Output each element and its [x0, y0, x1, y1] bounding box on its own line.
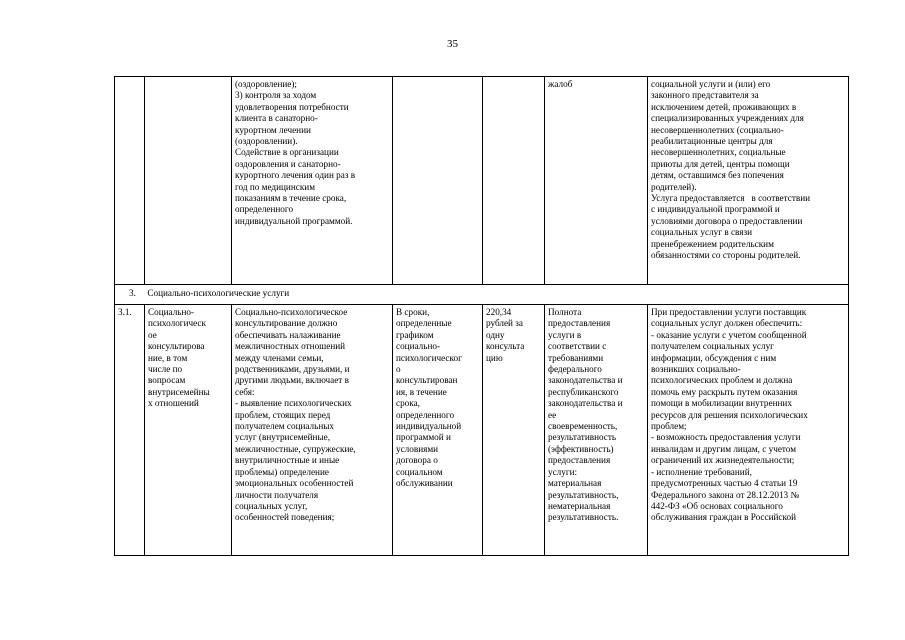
text-line: нематериальная: [548, 500, 611, 511]
text-line: рублей за: [486, 318, 523, 329]
text-line: получателем социальных: [235, 421, 335, 432]
text-line: числе по: [148, 364, 183, 375]
text-line: - оказание услуги с учетом сообщенной: [651, 329, 807, 340]
text-line: обслуживания граждан в Российской: [651, 512, 796, 523]
text-line: приюты для детей, центры помощи: [651, 158, 790, 169]
text-line: услуг (внутрисемейные,: [235, 432, 331, 443]
cell-service-name: [145, 77, 232, 285]
text-line: консульта: [486, 341, 525, 352]
text-line: результативность: [548, 432, 617, 443]
text-line: В сроки,: [396, 307, 430, 317]
section-header-row: [115, 285, 849, 305]
text-line: курортного лечения один раз в: [235, 170, 356, 181]
text-line: возникших социально-: [651, 364, 741, 375]
cell-service-description: [232, 305, 393, 556]
text-line: ресурсов для решения психологических: [651, 409, 808, 420]
text-line: (эффективность): [548, 443, 614, 454]
text-line: проблем;: [651, 421, 687, 432]
cell-price: [483, 77, 545, 285]
text-line: социальных услуг должен обеспечить:: [651, 318, 803, 329]
text-line: Социально-: [148, 307, 195, 317]
text-line: социальном: [396, 466, 443, 477]
text-line: обеспечивать налаживание: [235, 329, 341, 340]
services-table: [114, 76, 849, 556]
cell-quality: [545, 305, 648, 556]
text-line: несовершеннолетних (социально-: [651, 124, 784, 135]
text-line: (оздоровлении).: [235, 136, 298, 147]
text-line: услуги в: [548, 329, 582, 340]
text-line: проблем, стоящих перед: [235, 409, 331, 420]
text-line: материальная: [548, 478, 602, 489]
text-line: клиента в санаторно-: [235, 113, 318, 124]
text-line: индивидуальной программой.: [235, 215, 353, 226]
text-line: законодательства и: [548, 375, 623, 386]
text-line: социально-: [396, 341, 441, 352]
text-line: законодательства и: [548, 398, 623, 409]
table-row-continued: [115, 77, 849, 285]
text-line: консультирован: [396, 375, 458, 386]
text-line: пренебрежением родительским: [651, 238, 774, 249]
text-line: ограничений их жизнедеятельности;: [651, 455, 795, 466]
text-line: соответствии с: [548, 341, 607, 352]
text-line: помочь ему раскрыть путем оказания: [651, 386, 798, 397]
text-line: внутриличностные и иные: [235, 455, 340, 466]
section-number: 3.: [129, 288, 136, 298]
text-line: программой и: [396, 432, 451, 443]
text-line: одну: [486, 329, 505, 340]
text-line: условиями: [396, 443, 439, 454]
text-line: показаниям в течение срока,: [235, 193, 347, 204]
text-line: срока,: [396, 398, 420, 409]
page-number: 35: [447, 38, 458, 50]
text-line: - исполнение требований,: [651, 466, 752, 477]
text-line: договора о: [396, 455, 438, 466]
text-line: между членами семьи,: [235, 352, 324, 363]
text-line: предоставления: [548, 455, 611, 466]
text-line: Федерального закона от 28.12.2013 №: [651, 489, 800, 500]
cell-number: [115, 77, 145, 285]
text-line: проблемы) определение: [235, 466, 329, 477]
text-line: психологическ: [148, 318, 206, 329]
text-line: ое: [148, 329, 157, 340]
text-line: х отношений: [148, 398, 199, 409]
text-line: определенного: [396, 409, 455, 420]
text-line: психологических проблем и должна: [651, 375, 793, 386]
cell-conditions: [648, 305, 849, 556]
cell-price: [483, 305, 545, 556]
text-line: вопросам: [148, 375, 186, 386]
text-line: межличностные, супружеские,: [235, 443, 356, 454]
text-line: индивидуальной: [396, 421, 462, 432]
text-line: себя:: [235, 386, 255, 397]
text-line: ее: [548, 409, 557, 420]
text-line: обязанностями со стороны родителей.: [651, 250, 801, 261]
text-line: При предоставлении услуги поставщик: [651, 307, 807, 317]
text-line: обслуживании: [396, 478, 453, 489]
text-line: внутрисемейны: [148, 386, 210, 397]
text-line: реабилитационные центры для: [651, 136, 773, 147]
text-line: другими людьми, включает в: [235, 375, 349, 386]
text-line: консультирова: [148, 341, 205, 352]
text-line: предоставления: [548, 318, 611, 329]
text-line: Социально-психологическое: [235, 307, 348, 317]
text-line: личности получателя: [235, 489, 319, 500]
text-line: республиканского: [548, 386, 619, 397]
text-line: условиями договора о предоставлении: [651, 215, 803, 226]
text-line: определенного: [235, 204, 294, 215]
text-line: услуги:: [548, 466, 578, 477]
cell-number: [115, 305, 145, 556]
text-line: Полнота: [548, 307, 582, 317]
text-line: консультирование должно: [235, 318, 338, 329]
text-line: ия, в течение: [396, 386, 447, 397]
cell-terms: [393, 77, 483, 285]
text-line: 220,34: [486, 307, 512, 317]
text-line: родителей).: [651, 181, 697, 192]
text-line: информации, обсуждения с ним: [651, 352, 777, 363]
text-line: определенные: [396, 318, 452, 329]
text-line: 3) контроля за ходом: [235, 90, 317, 101]
text-line: Услуга предоставляется в соответствии: [651, 193, 811, 204]
text-line: психологическог: [396, 352, 462, 363]
text-line: год по медицинским: [235, 181, 316, 192]
cell-conditions: [648, 77, 849, 285]
text-line: цию: [486, 352, 503, 363]
text-line: социальных услуг в связи: [651, 227, 753, 238]
text-line: федерального: [548, 364, 602, 375]
cell-terms: [393, 305, 483, 556]
text-line: - выявление психологических: [235, 398, 352, 409]
cell-quality: [545, 77, 648, 285]
text-line: детям, оставшимся без попечения: [651, 170, 784, 181]
text-line: - возможность предоставления услуги: [651, 432, 801, 443]
text-line: результативность.: [548, 512, 619, 523]
text-line: (оздоровление);: [235, 79, 297, 89]
text-line: предусмотренных частью 4 статьи 19: [651, 478, 798, 489]
text-line: о: [396, 364, 401, 375]
text-line: законного представителя за: [651, 90, 759, 101]
text-line: требованиями: [548, 352, 604, 363]
text-line: социальной услуги и (или) его: [651, 79, 771, 89]
text-line: Содействие в организации: [235, 147, 339, 158]
text-line: помощи в мобилизации внутренних: [651, 398, 792, 409]
text-line: с индивидуальной программой и: [651, 204, 780, 215]
text-line: оздоровления и санаторно-: [235, 158, 341, 169]
cell-service-description: [232, 77, 393, 285]
text-line: особенностей поведения;: [235, 512, 335, 523]
section-heading: [115, 285, 849, 305]
text-line: жалоб: [548, 79, 573, 89]
text-line: удовлетворения потребности: [235, 101, 349, 112]
text-line: 442-ФЗ «Об основах социального: [651, 500, 783, 511]
text-line: ние, в том: [148, 352, 188, 363]
text-line: результативность,: [548, 489, 619, 500]
cell-service-name: [145, 305, 232, 556]
text-line: своевременность,: [548, 421, 618, 432]
text-line: социальных услуг,: [235, 500, 308, 511]
text-line: родственниками, друзьями, и: [235, 364, 350, 375]
text-line: получателем социальных услуг: [651, 341, 774, 352]
text-line: курортном лечении: [235, 124, 311, 135]
text-line: инвалидам и другим лицам, с учетом: [651, 443, 797, 454]
text-line: исключением детей, проживающих в: [651, 101, 797, 112]
text-line: графиком: [396, 329, 434, 340]
table-row-3-1: [115, 305, 849, 556]
text-line: специализированных учреждениях для: [651, 113, 804, 124]
text-line: 3.1.: [118, 307, 132, 317]
text-line: межличностных отношений: [235, 341, 346, 352]
section-title: Социально-психологические услуги: [147, 288, 290, 298]
text-line: эмоциональных особенностей: [235, 478, 354, 489]
text-line: несовершеннолетних, социальные: [651, 147, 786, 158]
